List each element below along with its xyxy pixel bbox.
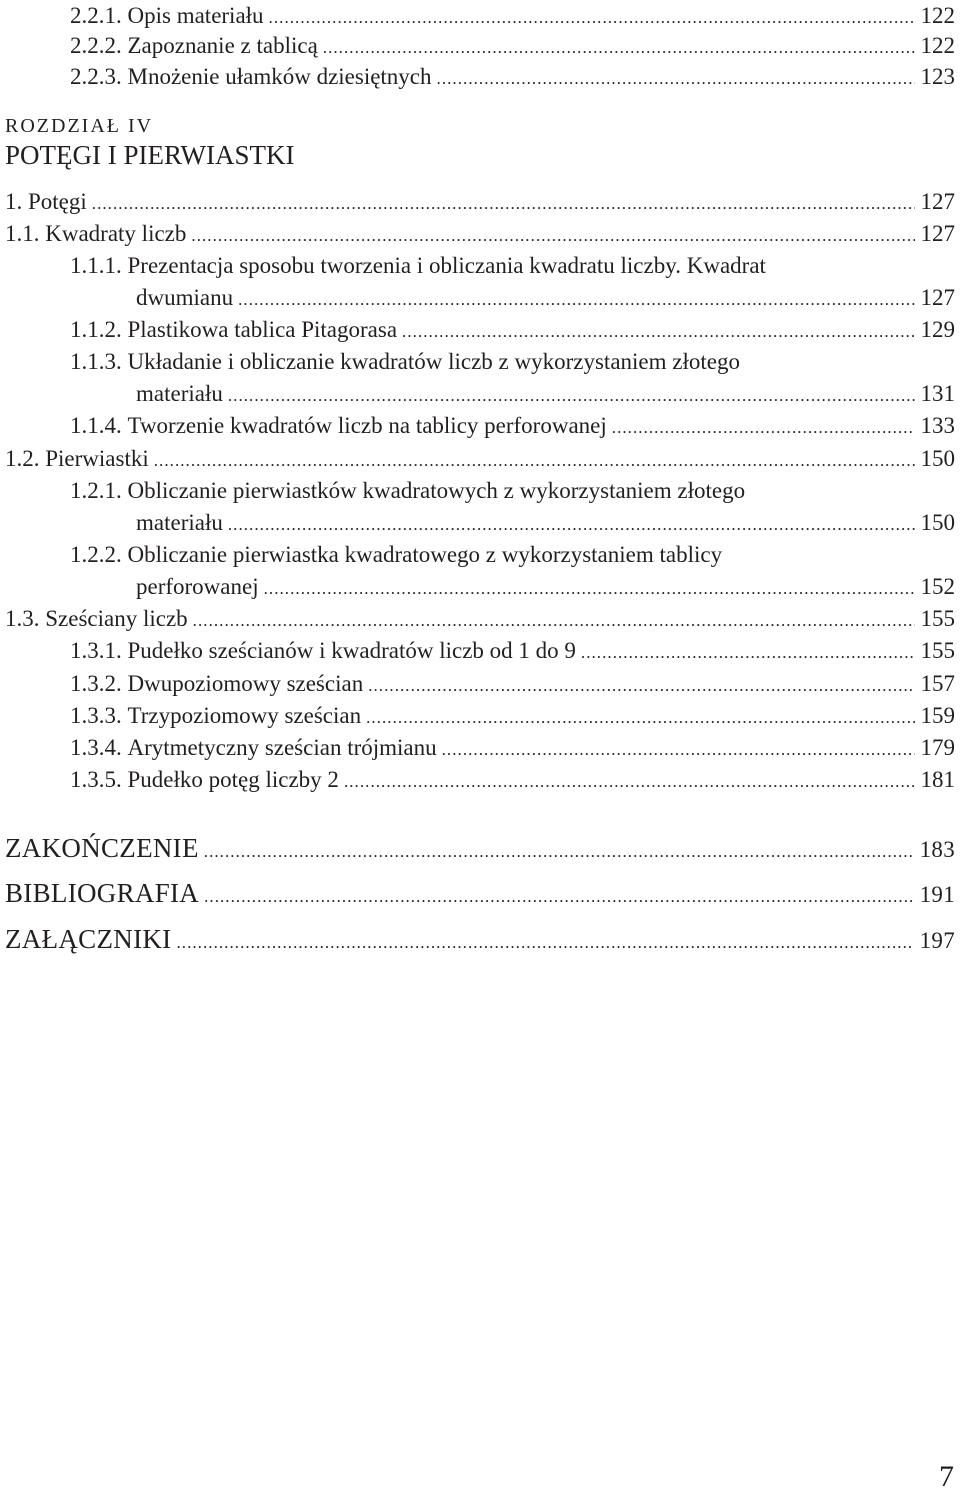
- entry-title: Prezentacja sposobu tworzenia i obliczania kwadratu liczby. Kwadrat: [127, 253, 766, 278]
- entry-page: 191: [919, 882, 955, 907]
- entry-page: 152: [920, 574, 955, 599]
- toc-entry: [70, 732, 955, 764]
- entry-page: 127: [920, 285, 955, 310]
- toc-entry: [70, 764, 955, 796]
- entry-number: 1.1.1.: [70, 253, 122, 278]
- leader-dots: [238, 283, 914, 306]
- entry-page: 133: [920, 413, 955, 438]
- entry-title: Sześciany liczb: [45, 606, 188, 631]
- entry-number: 1.1.3.: [70, 349, 122, 374]
- toc-entry: [5, 218, 955, 250]
- entry-page: 129: [920, 317, 955, 342]
- leader-dots: [402, 315, 914, 338]
- leader-dots: [269, 1, 915, 24]
- entry-title: BIBLIOGRAFIA: [5, 878, 200, 908]
- chapter-label: ROZDZIAŁ IV: [5, 115, 154, 137]
- entry-number: 1.1.2.: [70, 317, 122, 342]
- leader-dots: [204, 876, 913, 903]
- entry-page: 157: [920, 671, 955, 696]
- leader-dots: [264, 572, 915, 595]
- entry-title: Obliczanie pierwiastka kwadratowego z wykorzystaniem tablicy: [127, 542, 723, 567]
- entry-title: Dwupoziomowy sześcian: [127, 671, 364, 696]
- entry-page: 197: [919, 928, 955, 953]
- leader-dots: [204, 831, 914, 858]
- toc-entry-continuation: [136, 507, 955, 539]
- entry-title: Arytmetyczny sześcian trójmianu: [127, 735, 437, 760]
- entry-page: 179: [920, 735, 955, 760]
- entry-number: 1.3.1.: [70, 638, 122, 663]
- leader-dots: [581, 636, 915, 659]
- toc-entry-first-line: [70, 346, 740, 378]
- leader-dots: [191, 219, 914, 242]
- entry-title: Plastikowa tablica Pitagorasa: [127, 317, 398, 342]
- entry-page: 131: [920, 381, 955, 406]
- entry-page: 122: [920, 33, 955, 58]
- entry-title: Trzypoziomowy sześcian: [127, 703, 362, 728]
- entry-number: 2.2.1.: [70, 3, 122, 28]
- entry-number: 1.1.: [5, 221, 40, 246]
- leader-dots: [344, 765, 915, 788]
- entry-title: Układanie i obliczanie kwadratów liczb z wykorzystaniem złotego: [127, 349, 740, 374]
- leader-dots: [612, 411, 915, 434]
- toc-entry: [70, 700, 955, 732]
- leader-dots: [92, 187, 915, 210]
- entry-number: 1.3.: [5, 606, 40, 631]
- entry-title: Pudełko potęg liczby 2: [127, 767, 339, 792]
- toc-entry: [5, 186, 955, 218]
- leader-dots: [154, 444, 915, 467]
- entry-title: Pierwiastki: [45, 446, 149, 471]
- entry-page: 127: [920, 189, 955, 214]
- toc-entry-continuation: [136, 378, 955, 410]
- entry-page: 155: [920, 606, 955, 631]
- entry-number: 1.3.2.: [70, 671, 122, 696]
- toc-entry: [70, 0, 955, 32]
- entry-title: ZAŁĄCZNIKI: [5, 924, 172, 954]
- entry-title: Kwadraty liczb: [45, 221, 187, 246]
- leader-dots: [437, 62, 915, 85]
- entry-page: 122: [920, 3, 955, 28]
- toc-entry: [70, 668, 955, 700]
- leader-dots: [228, 508, 915, 531]
- toc-entry-section: [5, 873, 955, 915]
- entry-page: 181: [920, 767, 955, 792]
- entry-title: Tworzenie kwadratów liczb na tablicy perforowanej: [127, 413, 607, 438]
- entry-page: 155: [920, 638, 955, 663]
- toc-entry: [5, 443, 955, 475]
- toc-entry-continuation: [136, 282, 955, 314]
- leader-dots: [442, 733, 915, 756]
- entry-number: 2.2.2.: [70, 33, 122, 58]
- entry-title-continued: materiału: [136, 381, 223, 406]
- entry-page: 150: [920, 510, 955, 535]
- leader-dots: [228, 379, 915, 402]
- entry-title: Opis materiału: [127, 3, 264, 28]
- entry-number: 1.2.2.: [70, 542, 122, 567]
- entry-number: 1.3.4.: [70, 735, 122, 760]
- entry-title-continued: materiału: [136, 510, 223, 535]
- entry-title: Mnożenie ułamków dziesiętnych: [127, 64, 432, 89]
- entry-number: 1.3.3.: [70, 703, 122, 728]
- leader-dots: [176, 922, 913, 949]
- toc-entry-first-line: [70, 250, 766, 282]
- leader-dots: [193, 604, 915, 627]
- page-number: 7: [939, 1460, 954, 1493]
- entry-page: 159: [920, 703, 955, 728]
- entry-page: 150: [920, 446, 955, 471]
- toc-entry-continuation: [136, 571, 955, 603]
- entry-title: Zapoznanie z tablicą: [127, 33, 318, 58]
- toc-entry-first-line: [70, 539, 722, 571]
- entry-number: 2.2.3.: [70, 64, 122, 89]
- toc-entry: [70, 635, 955, 667]
- entry-title-continued: dwumianu: [136, 285, 234, 310]
- entry-number: 1.: [5, 189, 23, 214]
- toc-entry-section: [5, 828, 955, 870]
- leader-dots: [366, 701, 914, 724]
- entry-number: 1.2.: [5, 446, 40, 471]
- leader-dots: [323, 31, 915, 54]
- entry-number: 1.3.5.: [70, 767, 122, 792]
- toc-entry: [5, 603, 955, 635]
- entry-title: Potęgi: [28, 189, 87, 214]
- toc-entry: [70, 410, 955, 442]
- entry-number: 1.2.1.: [70, 478, 122, 503]
- toc-entry-section: [5, 919, 955, 961]
- entry-number: 1.1.4.: [70, 413, 122, 438]
- entry-title: ZAKOŃCZENIE: [5, 833, 199, 863]
- toc-entry: [70, 61, 955, 93]
- toc-entry: [70, 30, 955, 62]
- toc-entry-first-line: [70, 475, 745, 507]
- entry-title: Obliczanie pierwiastków kwadratowych z wykorzystaniem złotego: [127, 478, 746, 503]
- entry-page: 183: [919, 837, 955, 862]
- entry-title: Pudełko sześcianów i kwadratów liczb od 1 do 9: [127, 638, 576, 663]
- entry-page: 123: [920, 64, 955, 89]
- toc-entry: [70, 314, 955, 346]
- leader-dots: [368, 669, 914, 692]
- chapter-title: POTĘGI I PIERWIASTKI: [5, 140, 295, 170]
- entry-page: 127: [920, 221, 955, 246]
- entry-title-continued: perforowanej: [136, 574, 259, 599]
